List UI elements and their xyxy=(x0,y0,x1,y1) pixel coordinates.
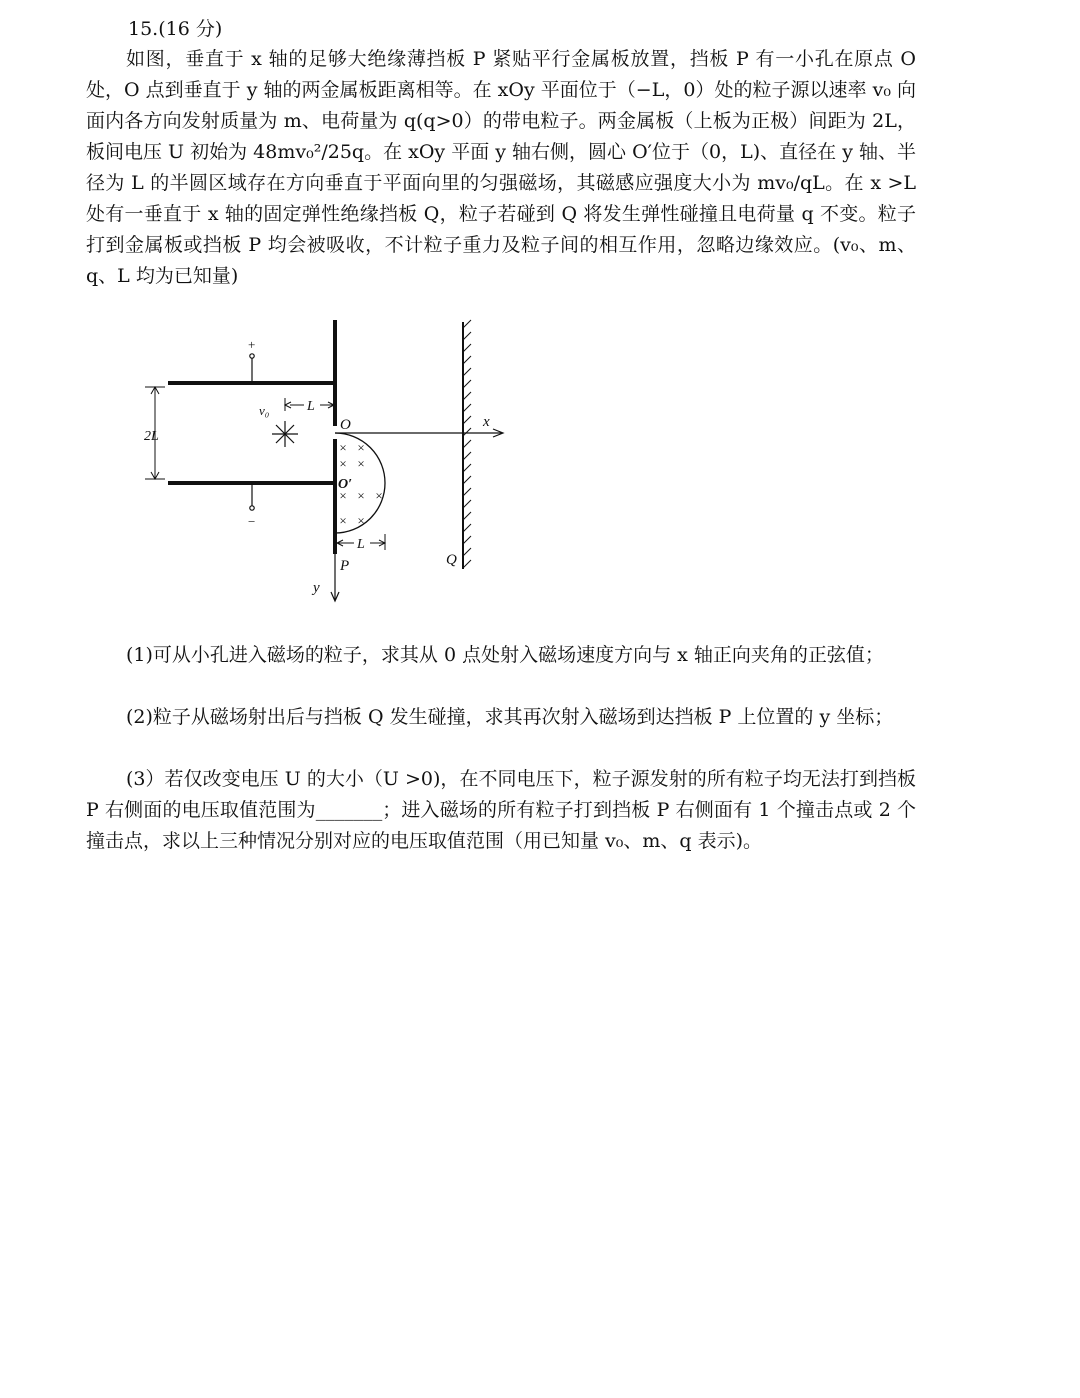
field-mark: × xyxy=(339,456,347,471)
barrier-Q-hatching xyxy=(463,320,471,568)
v0-label: v₀ xyxy=(259,403,270,418)
field-mark: × xyxy=(357,440,365,455)
minus-terminal xyxy=(250,506,254,510)
field-mark: × xyxy=(357,456,365,471)
y-axis-label: y xyxy=(313,580,320,596)
plate-Q-label: Q xyxy=(446,552,457,568)
origin-label: O xyxy=(340,417,351,433)
plus-sign: + xyxy=(248,337,256,352)
field-mark: × xyxy=(357,513,365,528)
L-label-top: L xyxy=(307,399,315,414)
question-number: 15.(16 分) xyxy=(128,18,223,40)
physics-figure xyxy=(130,314,530,604)
subquestion-3: (3）若仅改变电压 U 的大小（U >0)，在不同电压下，粒子源发射的所有粒子均无法打到挡板 P 右侧面的电压取值范围为_______；进入磁场的所有粒子打到挡板 P 右侧面有 1 个撞击点或 2 个撞击点，求以上三种情况分别对应的电压取值范围（用已知量 v₀、m、q 表示)。 xyxy=(86,768,916,852)
subquestion-1: (1)可从小孔进入磁场的粒子，求其从 0 点处射入磁场速度方向与 x 轴正向夹角的正弦值； xyxy=(126,644,884,666)
center-label: O′ xyxy=(338,477,353,492)
question-stem: 如图，垂直于 x 轴的足够大绝缘薄挡板 P 紧贴平行金属板放置，挡板 P 有一小孔在原点 O 处，O 点到垂直于 y 轴的两金属板距离相等。在 xOy 平面位于（−L，0）处的粒子源以速率 v₀ 向面内各方向发射质量为 m、电荷量为 q(q>0）的带电粒子。两金属板（上板为正极）间距为 2L，板间电压 U 初始为 48mv₀²/25q。在 xOy 平面 y 轴右侧，圆心 O′位于（0，L)、直径在 y 轴、半径为 L 的半圆区域存在方向垂直于平面向里的匀强磁场，其磁感应强度大小为 mv₀/qL。在 x >L 处有一垂直于 x 轴的固定弹性绝缘挡板 Q，粒子若碰到 Q 将发生弹性碰撞且电荷量 q 不变。粒子打到金属板或挡板 P 均会被吸收，不计粒子重力及粒子间的相互作用，忽略边缘效应。(v₀、m、q、L 均为已知量) xyxy=(86,48,916,287)
plus-terminal xyxy=(250,354,254,358)
gap-label: 2L xyxy=(144,429,159,444)
field-mark: × xyxy=(339,513,347,528)
field-mark: × xyxy=(339,440,347,455)
field-mark: × xyxy=(357,488,365,503)
L-label-bottom: L xyxy=(357,537,365,552)
field-mark: × xyxy=(339,488,347,503)
particle-source xyxy=(272,421,298,447)
x-axis-label: x xyxy=(483,414,490,430)
subquestion-2: (2)粒子从磁场射出后与挡板 Q 发生碰撞，求其再次射入磁场到达挡板 P 上位置的 y 坐标； xyxy=(126,706,894,728)
plate-P-label: P xyxy=(340,558,350,574)
field-mark: × xyxy=(375,488,383,503)
minus-sign: − xyxy=(248,514,256,529)
